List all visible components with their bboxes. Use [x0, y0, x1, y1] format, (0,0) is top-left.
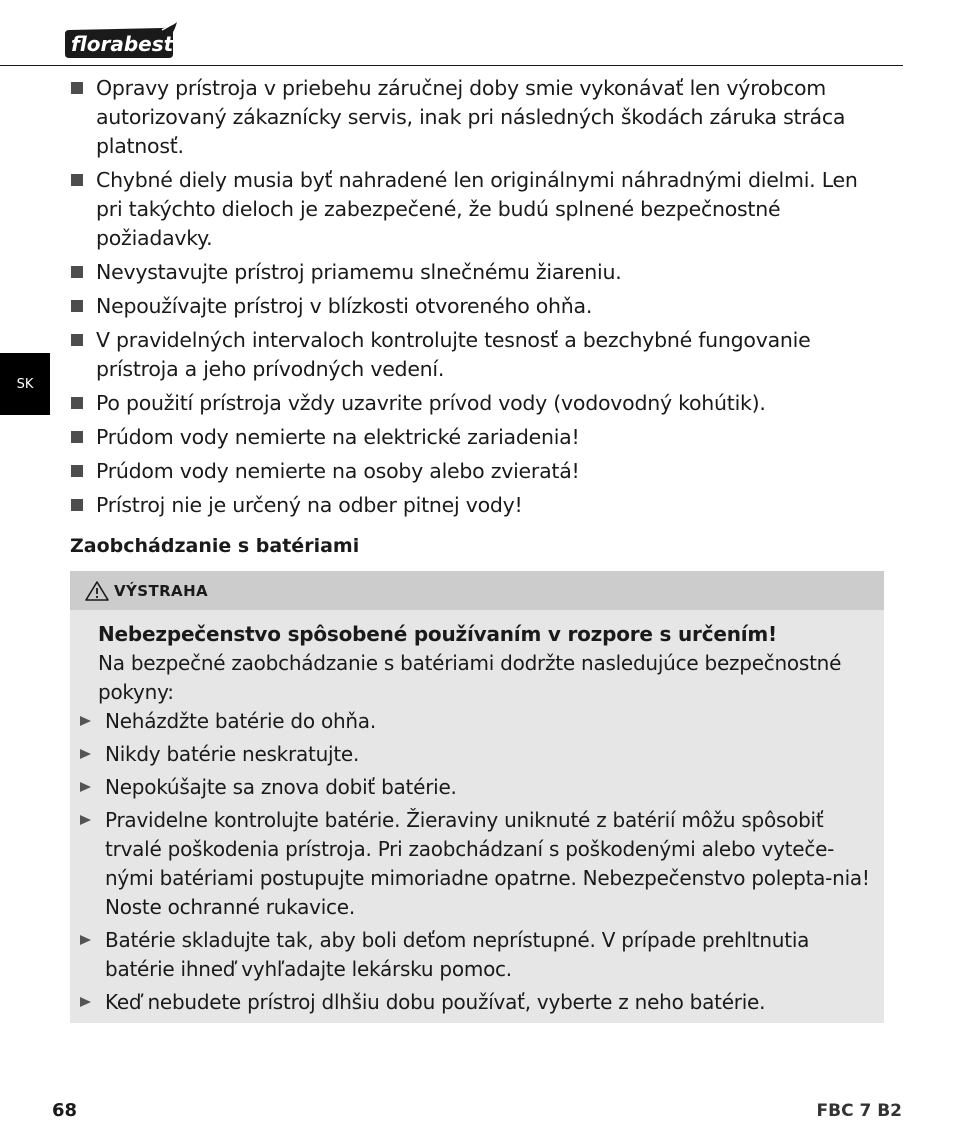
list-item: Po použití prístroja vždy uzavrite prívod vody (vodovodný kohútik).: [70, 389, 890, 418]
list-item: Chybné diely musia byť nahradené len originálnymi náhradnými dielmi. Len pri takýchto dieloch je zabezpečené, že budú splnené bezpečnostné požiadavky.: [70, 166, 890, 253]
arrow-bullet-icon: [80, 997, 91, 1007]
warning-title: Nebezpečenstvo spôsobené používaním v rozpore s určením!: [98, 622, 777, 646]
list-item: Nikdy batérie neskratujte.: [80, 740, 875, 769]
list-item: Opravy prístroja v priebehu záručnej doby smie vykonávať len výrobcom autorizovaný zákaznícky servis, inak pri následných škodách záruka stráca platnosť.: [70, 74, 890, 161]
warning-label: VÝSTRAHA: [114, 581, 209, 600]
list-item: Nepoužívajte prístroj v blízkosti otvoreného ohňa.: [70, 292, 890, 321]
square-bullet-icon: [71, 499, 83, 511]
header-rule: [0, 65, 903, 66]
florabest-logo: [61, 20, 179, 60]
list-item: Pravidelne kontrolujte batérie. Žieraviny uniknuté z batérií môžu spôsobiť trvalé poškodenia prístroja. Pri zaobchádzaní s poškodenými alebo vyteče-nými batériami postupujte mimoriadne opatrne. Nebezpečenstvo polepta-nia! Noste ochranné rukavice.: [80, 806, 875, 922]
list-item: Prúdom vody nemierte na elektrické zariadenia!: [70, 423, 890, 452]
list-item: V pravidelných intervaloch kontrolujte tesnosť a bezchybné fungovanie prístroja a jeho prívodných vedení.: [70, 326, 890, 384]
square-bullet-icon: [71, 266, 83, 278]
language-tab: SK: [0, 353, 50, 415]
list-item: Batérie skladujte tak, aby boli deťom neprístupné. V prípade prehltnutia batérie ihneď vyhľadajte lekársku pomoc.: [80, 926, 875, 984]
square-bullet-icon: [71, 300, 83, 312]
model-number: FBC 7 B2: [816, 1101, 902, 1121]
arrow-bullet-icon: [80, 935, 91, 945]
svg-text:florabest: florabest: [71, 32, 174, 56]
list-item: Prístroj nie je určený na odber pitnej vody!: [70, 491, 890, 520]
warning-instruction-list: [70, 707, 884, 1017]
square-bullet-icon: [71, 465, 83, 477]
list-item: Nepokúšajte sa znova dobiť batérie.: [80, 773, 875, 802]
square-bullet-icon: [71, 431, 83, 443]
square-bullet-icon: [71, 174, 83, 186]
section-heading: Zaobchádzanie s batériami: [70, 535, 360, 557]
list-item: Prúdom vody nemierte na osoby alebo zvieratá!: [70, 457, 890, 486]
list-item: Neházdžte batérie do ohňa.: [80, 707, 875, 736]
warning-triangle-icon: [84, 580, 110, 602]
safety-bullet-list: [70, 74, 890, 525]
warning-intro: Na bezpečné zaobchádzanie s batériami dodržte nasledujúce bezpečnostné pokyny:: [98, 651, 842, 704]
arrow-bullet-icon: [80, 782, 91, 792]
square-bullet-icon: [71, 82, 83, 94]
list-item: Nevystavujte prístroj priamemu slnečnému žiareniu.: [70, 258, 890, 287]
warning-box: [70, 571, 884, 1023]
list-item: Keď nebudete prístroj dlhšiu dobu používať, vyberte z neho batérie.: [80, 988, 875, 1017]
arrow-bullet-icon: [80, 815, 91, 825]
square-bullet-icon: [71, 397, 83, 409]
square-bullet-icon: [71, 334, 83, 346]
arrow-bullet-icon: [80, 716, 91, 726]
page-number: 68: [52, 1100, 78, 1121]
warning-header: [70, 571, 884, 610]
arrow-bullet-icon: [80, 749, 91, 759]
